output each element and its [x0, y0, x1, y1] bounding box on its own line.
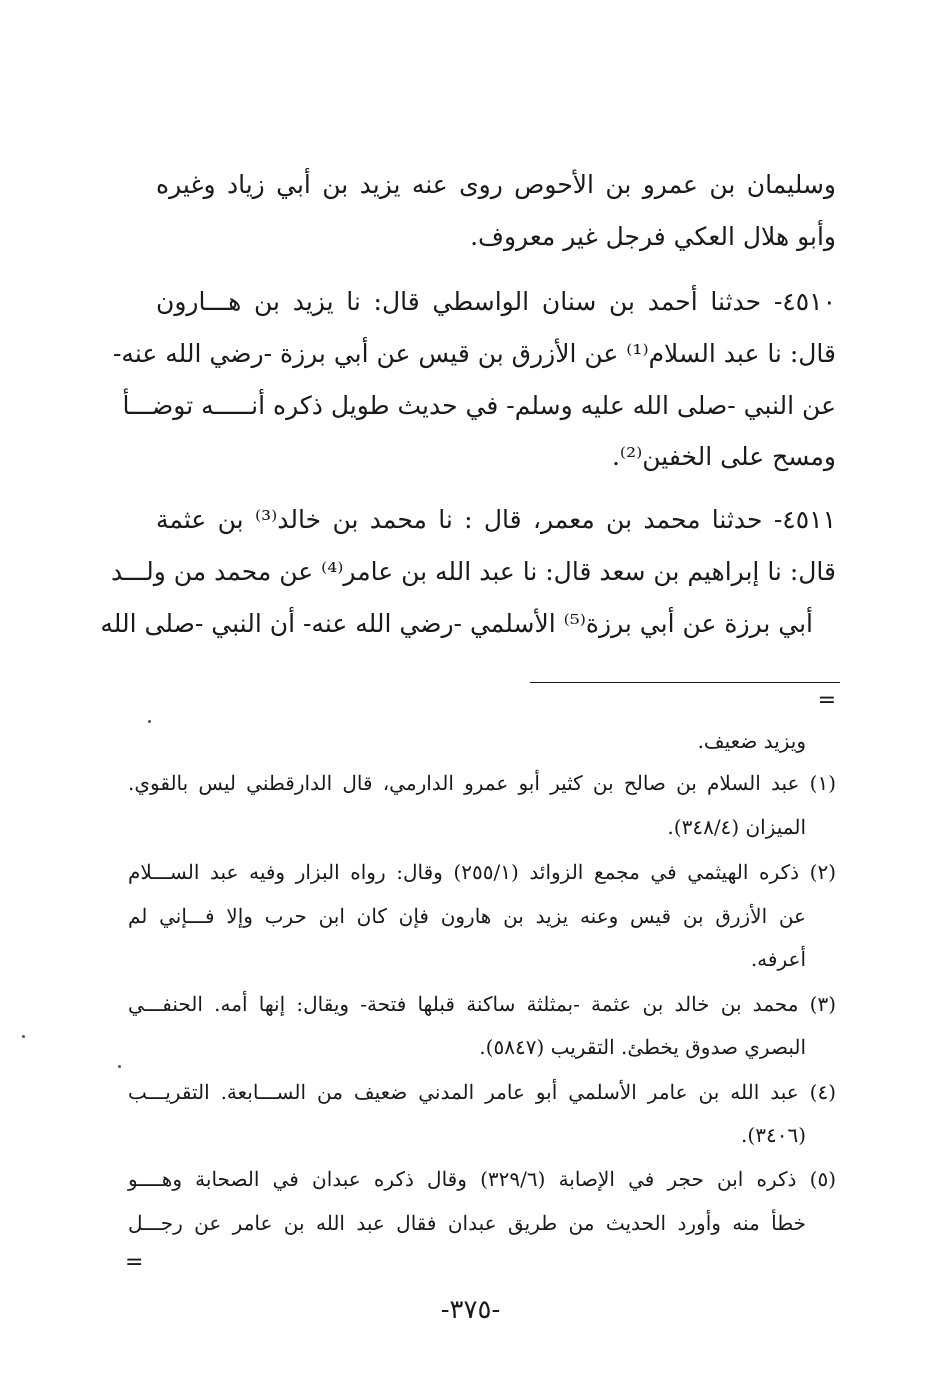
- footnote-line: (٣) محمد بن خالد بن عثمة -بمثلثة ساكنة قبلها فتحة- ويقال: إنها أمه. الحنفـــي: [128, 992, 836, 1016]
- scan-speck: [118, 1065, 121, 1068]
- footnote-line: أعرفه.: [750, 947, 806, 971]
- main-line: قال: نا إبراهيم بن سعد قال: نا عبد الله بن عامر⁽⁴⁾ عن محمد من ولـــد: [111, 557, 836, 586]
- page-number: -٣٧٥-: [440, 1295, 501, 1325]
- scan-speck: [22, 1035, 25, 1038]
- footnote-line: ويزيد ضعيف.: [697, 729, 806, 753]
- footnote-line: (٣٤٠٦).: [741, 1123, 806, 1147]
- scan-speck: [148, 720, 151, 723]
- main-line: أبي برزة عن أبي برزة⁽⁵⁾ الأسلمي -رضي الله عنه- أن النبي -صلى الله: [100, 609, 813, 638]
- main-line: ٤٥١٠- حدثنا أحمد بن سنان الواسطي قال: نا يزيد بن هـــارون: [156, 287, 836, 316]
- footnote-line: (٥) ذكره ابن حجر في الإصابة (٣٢٩/٦) وقال ذكره عبدان في الصحابة وهــــو: [128, 1167, 836, 1191]
- main-line: عن النبي -صلى الله عليه وسلم- في حديث طويل ذكره أنـــــه توضـــأ: [122, 391, 836, 420]
- continuation-mark-top: =: [817, 688, 836, 713]
- main-line: قال: نا عبد السلام⁽¹⁾ عن الأزرق بن قيس عن أبي برزة -رضي الله عنه-: [112, 339, 836, 368]
- footnote-line: (٢) ذكره الهيثمي في مجمع الزوائد (٢٥٥/١) وقال: رواه البزار وفيه عبد الســـلام: [128, 860, 836, 884]
- main-line: ٤٥١١- حدثنا محمد بن معمر، قال : نا محمد بن خالد⁽³⁾ بن عثمة: [156, 505, 837, 534]
- footnote-line: (٤) عبد الله بن عامر الأسلمي أبو عامر المدني ضعيف من الســـابعة. التقريـــب: [128, 1080, 836, 1104]
- continuation-mark-bottom: =: [125, 1250, 144, 1275]
- footnote-separator: [530, 682, 840, 683]
- footnote-line: (١) عبد السلام بن صالح بن كثير أبو عمرو الدارمي، قال الدارقطني ليس بالقوي.: [128, 771, 837, 795]
- footnote-line: البصري صدوق يخطئ. التقريب (٥٨٤٧).: [479, 1035, 806, 1059]
- footnote-line: خطأ منه وأورد الحديث من طريق عبدان فقال عبد الله بن عامر عن رجـــل: [128, 1211, 806, 1235]
- footnote-line: عن الأزرق بن قيس وعنه يزيد بن هارون فإن كان ابن حرب وإلا فـــإني لم: [128, 904, 806, 928]
- main-line: ومسح على الخفين⁽²⁾.: [611, 442, 836, 471]
- main-line: وأبو هلال العكي فرجل غير معروف.: [470, 222, 836, 251]
- main-line: وسليمان بن عمرو بن الأحوص روى عنه يزيد بن أبي زياد وغيره: [156, 170, 836, 199]
- footnote-line: الميزان (٣٤٨/٤).: [667, 815, 806, 839]
